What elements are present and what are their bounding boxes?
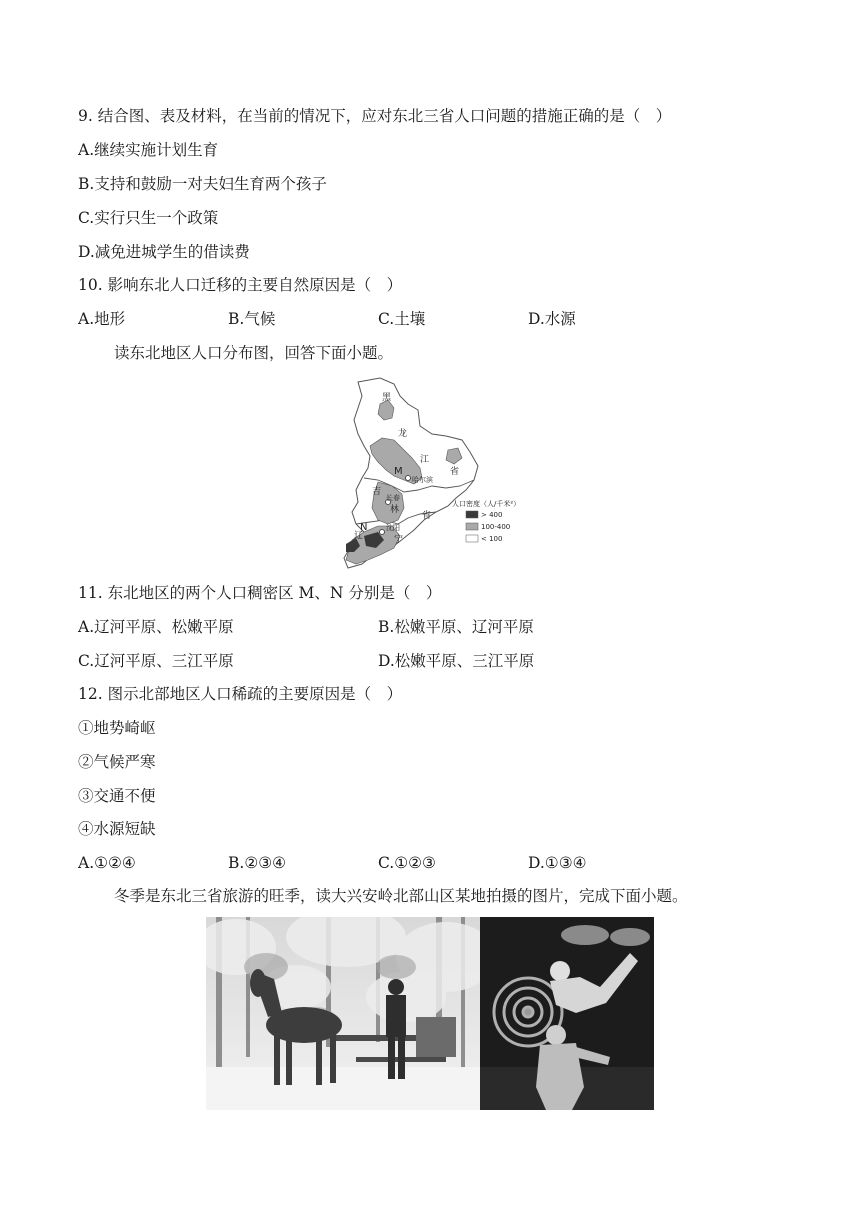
map-label-sheng-2: 省 [422,511,432,521]
photo-intro: 冬季是东北三省旅游的旺季，读大兴安岭北部山区某地拍摄的图片，完成下面小题。 [114,887,688,905]
map-label-liao: 辽 [354,531,364,541]
question-10-stem: 10. 影响东北人口迁移的主要自然原因是（ ） [78,276,403,294]
map-label-shenyang: 沈阳 [386,524,400,532]
question-12-option-c: C.①②③ [378,854,436,872]
question-9-option-d: D.减免进城学生的借读费 [78,243,250,261]
harbin-marker [406,476,411,481]
map-label-m: M [394,466,403,477]
question-10-option-a: A.地形 [78,310,126,328]
question-12-item-1: ①地势崎岖 [78,719,156,737]
question-11-option-d: D.松嫩平原、三江平原 [378,652,535,670]
question-10-option-c: C.土壤 [378,310,426,328]
question-12-option-a: A.①②④ [78,854,136,872]
legend-item-medium: 100-400 [481,523,511,531]
map-label-harbin: 哈尔滨 [412,476,433,484]
question-11-option-b: B.松嫩平原、辽河平原 [378,618,534,636]
map-label-n: N [360,522,368,533]
question-11-option-a: A.辽河平原、松嫩平原 [78,618,234,636]
dance-performance-photo [480,917,654,1110]
shenyang-marker [380,530,385,535]
map-label-lin: 林 [390,505,400,515]
map-label-ning: 宁 [394,535,404,545]
question-12-option-d: D.①③④ [528,854,587,872]
question-9-option-c: C.实行只生一个政策 [78,209,219,227]
question-12-item-2: ②气候严寒 [78,753,156,771]
question-10-option-d: D.水源 [528,310,576,328]
map-legend [452,499,520,543]
map-label-hei: 黑 [382,393,392,403]
question-9-stem: 9. 结合图、表及材料，在当前的情况下，应对东北三省人口问题的措施正确的是（ ） [78,107,672,125]
legend-item-low: < 100 [481,535,503,543]
map-label-long: 龙 [398,429,408,439]
map-label-changchun: 长春 [386,494,400,502]
question-11-stem: 11. 东北地区的两个人口稠密区 M、N 分别是（ ） [78,584,442,602]
legend-title: 人口密度（人/千米²） [452,500,521,508]
map-intro: 读东北地区人口分布图，回答下面小题。 [114,344,394,362]
population-distribution-map [328,374,540,574]
map-label-sheng-1: 省 [450,467,460,477]
question-12-item-3: ③交通不便 [78,787,156,805]
snow-horse-sled-photo [206,917,480,1110]
question-10-option-b: B.气候 [228,310,276,328]
question-9-option-a: A.继续实施计划生育 [78,141,219,159]
question-12-item-4: ④水源短缺 [78,820,156,838]
map-label-ji: 吉 [372,487,382,497]
question-12-option-b: B.②③④ [228,854,287,872]
question-11-option-c: C.辽河平原、三江平原 [78,652,234,670]
map-label-jiang: 江 [420,455,430,465]
question-9-option-b: B.支持和鼓励一对夫妇生育两个孩子 [78,175,327,193]
legend-item-high: > 400 [481,511,503,519]
question-12-stem: 12. 图示北部地区人口稀疏的主要原因是（ ） [78,685,403,703]
